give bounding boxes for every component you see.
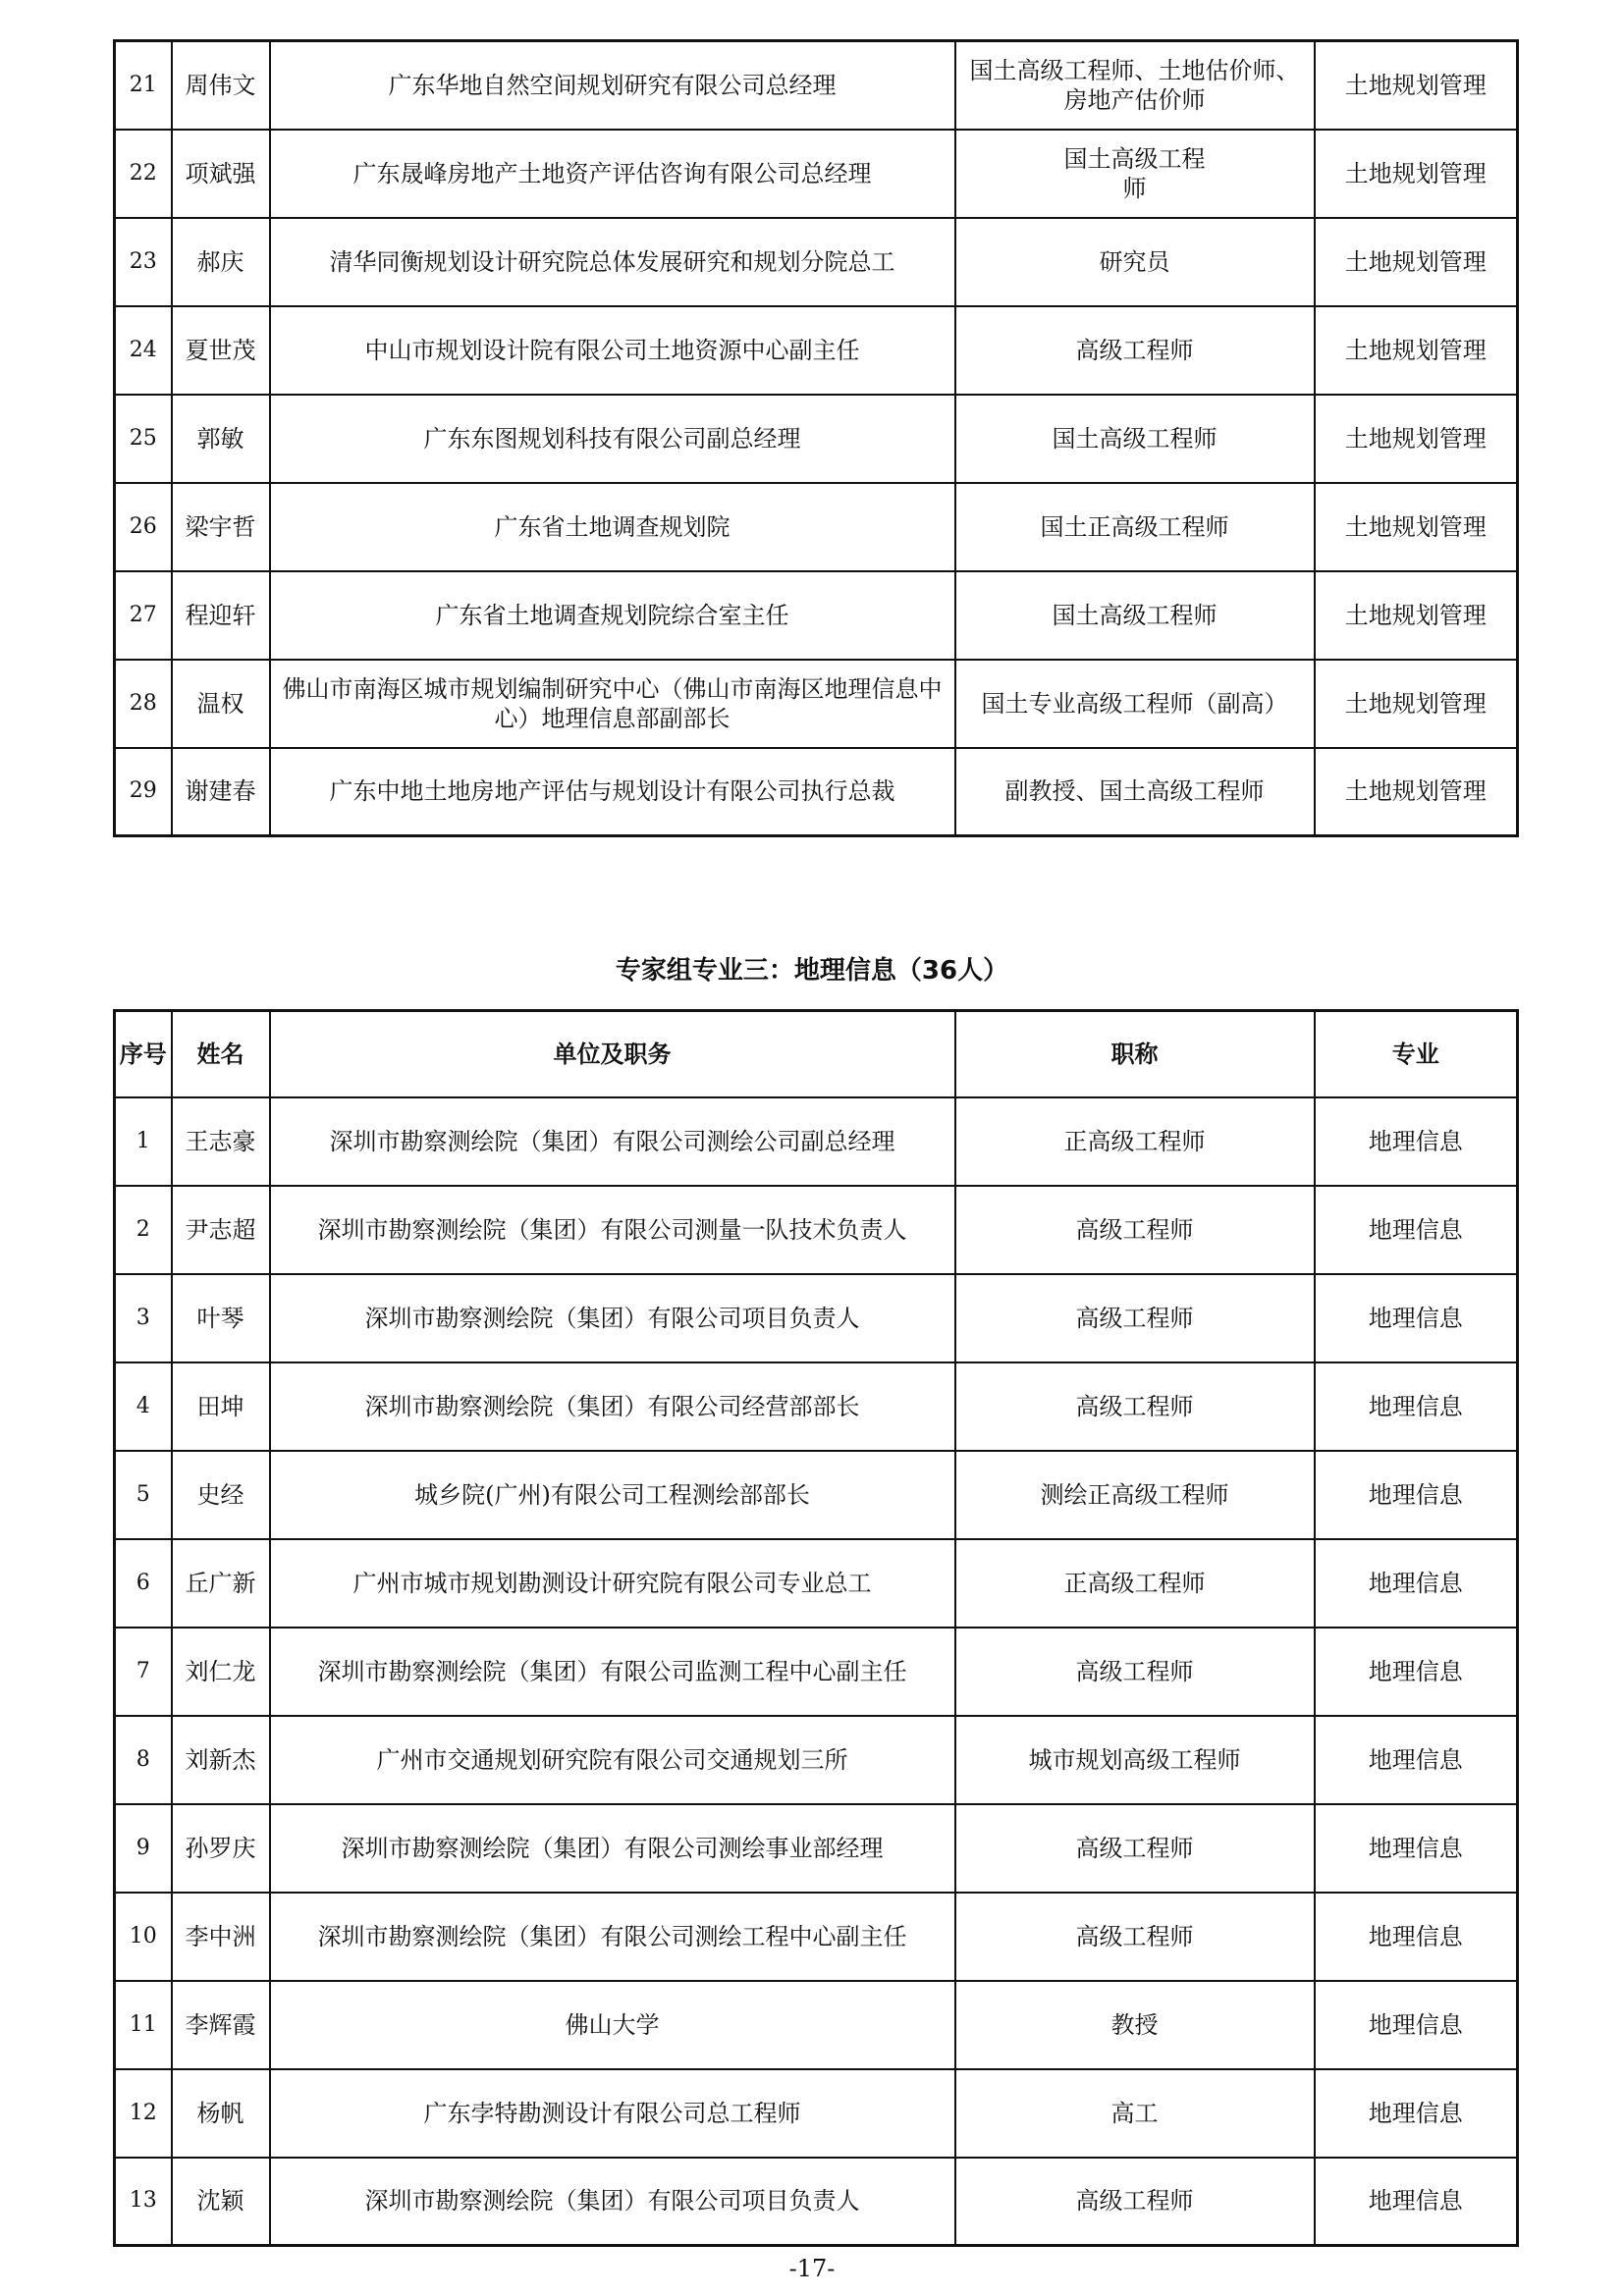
table-header-row <box>115 1011 1518 1097</box>
unit-position: 深圳市勘察测绘院（集团）有限公司经营部部长 <box>270 1362 955 1451</box>
specialty: 土地规划管理 <box>1315 218 1518 306</box>
unit-position: 佛山市南海区城市规划编制研究中心（佛山市南海区地理信息中心）地理信息部副部长 <box>270 660 955 748</box>
specialty: 地理信息 <box>1315 1097 1518 1186</box>
professional-title: 测绘正高级工程师 <box>955 1451 1315 1539</box>
professional-title: 国土正高级工程师 <box>955 483 1315 571</box>
specialty: 土地规划管理 <box>1315 130 1518 218</box>
row-number: 10 <box>115 1893 172 1981</box>
unit-position: 广东省土地调查规划院综合室主任 <box>270 571 955 660</box>
expert-name: 孙罗庆 <box>172 1804 270 1893</box>
unit-position: 广州市城市规划勘测设计研究院有限公司专业总工 <box>270 1539 955 1628</box>
expert-name: 田坤 <box>172 1362 270 1451</box>
unit-position: 清华同衡规划设计研究院总体发展研究和规划分院总工 <box>270 218 955 306</box>
table-row <box>115 306 1518 395</box>
row-number: 25 <box>115 395 172 483</box>
specialty: 地理信息 <box>1315 1628 1518 1716</box>
specialty: 地理信息 <box>1315 1716 1518 1804</box>
unit-position: 广东东图规划科技有限公司副总经理 <box>270 395 955 483</box>
expert-name: 郭敏 <box>172 395 270 483</box>
specialty: 土地规划管理 <box>1315 483 1518 571</box>
row-number: 21 <box>115 41 172 130</box>
unit-position: 深圳市勘察测绘院（集团）有限公司测绘事业部经理 <box>270 1804 955 1893</box>
row-number: 4 <box>115 1362 172 1451</box>
expert-name: 叶琴 <box>172 1274 270 1362</box>
expert-name: 李辉霞 <box>172 1981 270 2069</box>
professional-title: 正高级工程师 <box>955 1539 1315 1628</box>
row-number: 1 <box>115 1097 172 1186</box>
row-number: 28 <box>115 660 172 748</box>
expert-name: 王志豪 <box>172 1097 270 1186</box>
specialty: 地理信息 <box>1315 1362 1518 1451</box>
unit-position: 广东晟峰房地产土地资产评估咨询有限公司总经理 <box>270 130 955 218</box>
table-row <box>115 1451 1518 1539</box>
row-number: 9 <box>115 1804 172 1893</box>
table-row <box>115 395 1518 483</box>
row-number: 6 <box>115 1539 172 1628</box>
specialty: 地理信息 <box>1315 2158 1518 2246</box>
professional-title: 高级工程师 <box>955 2158 1315 2246</box>
specialty: 土地规划管理 <box>1315 660 1518 748</box>
header-number: 序号 <box>115 1011 172 1097</box>
professional-title: 教授 <box>955 1981 1315 2069</box>
expert-name: 尹志超 <box>172 1186 270 1274</box>
professional-title: 高级工程师 <box>955 1274 1315 1362</box>
table-row <box>115 1628 1518 1716</box>
expert-name: 程迎轩 <box>172 571 270 660</box>
unit-position: 深圳市勘察测绘院（集团）有限公司项目负责人 <box>270 2158 955 2246</box>
professional-title: 城市规划高级工程师 <box>955 1716 1315 1804</box>
table-row <box>115 41 1518 130</box>
expert-name: 丘广新 <box>172 1539 270 1628</box>
header-name: 姓名 <box>172 1011 270 1097</box>
section-title: 专家组专业三：地理信息（36人） <box>615 956 1009 986</box>
professional-title: 正高级工程师 <box>955 1097 1315 1186</box>
expert-name: 周伟文 <box>172 41 270 130</box>
professional-title: 国土高级工程师 <box>955 395 1315 483</box>
expert-name: 谢建春 <box>172 748 270 836</box>
specialty: 土地规划管理 <box>1315 306 1518 395</box>
expert-name: 项斌强 <box>172 130 270 218</box>
header-major: 专业 <box>1315 1011 1518 1097</box>
expert-name: 李中洲 <box>172 1893 270 1981</box>
table-row <box>115 1893 1518 1981</box>
specialty: 土地规划管理 <box>1315 748 1518 836</box>
page-number: -17- <box>788 2255 836 2282</box>
row-number: 22 <box>115 130 172 218</box>
table-row <box>115 2069 1518 2158</box>
specialty: 地理信息 <box>1315 1893 1518 1981</box>
unit-position: 广东省土地调查规划院 <box>270 483 955 571</box>
table-row <box>115 1274 1518 1362</box>
professional-title: 高级工程师 <box>955 1893 1315 1981</box>
table-row <box>115 571 1518 660</box>
specialty: 土地规划管理 <box>1315 571 1518 660</box>
row-number: 23 <box>115 218 172 306</box>
unit-position: 深圳市勘察测绘院（集团）有限公司项目负责人 <box>270 1274 955 1362</box>
specialty: 地理信息 <box>1315 1186 1518 1274</box>
expert-name: 史经 <box>172 1451 270 1539</box>
specialty: 地理信息 <box>1315 1804 1518 1893</box>
header-title: 职称 <box>955 1011 1315 1097</box>
table-row <box>115 748 1518 836</box>
unit-position: 广东华地自然空间规划研究有限公司总经理 <box>270 41 955 130</box>
expert-name: 梁宇哲 <box>172 483 270 571</box>
unit-position: 深圳市勘察测绘院（集团）有限公司监测工程中心副主任 <box>270 1628 955 1716</box>
expert-name: 夏世茂 <box>172 306 270 395</box>
expert-table-land-planning <box>113 39 1519 837</box>
row-number: 24 <box>115 306 172 395</box>
expert-name: 郝庆 <box>172 218 270 306</box>
table-row <box>115 660 1518 748</box>
expert-table-geographic-information <box>113 1009 1519 2247</box>
professional-title: 高级工程师 <box>955 1628 1315 1716</box>
professional-title: 国土高级工程师 <box>955 130 1315 218</box>
professional-title: 研究员 <box>955 218 1315 306</box>
unit-position: 城乡院(广州)有限公司工程测绘部部长 <box>270 1451 955 1539</box>
row-number: 7 <box>115 1628 172 1716</box>
table-row <box>115 1539 1518 1628</box>
table-row <box>115 1716 1518 1804</box>
specialty: 地理信息 <box>1315 1274 1518 1362</box>
specialty: 土地规划管理 <box>1315 395 1518 483</box>
unit-position: 广州市交通规划研究院有限公司交通规划三所 <box>270 1716 955 1804</box>
unit-position: 广东中地土地房地产评估与规划设计有限公司执行总裁 <box>270 748 955 836</box>
specialty: 地理信息 <box>1315 1451 1518 1539</box>
row-number: 29 <box>115 748 172 836</box>
row-number: 3 <box>115 1274 172 1362</box>
row-number: 27 <box>115 571 172 660</box>
expert-name: 刘仁龙 <box>172 1628 270 1716</box>
unit-position: 深圳市勘察测绘院（集团）有限公司测量一队技术负责人 <box>270 1186 955 1274</box>
table-row <box>115 130 1518 218</box>
specialty: 地理信息 <box>1315 1539 1518 1628</box>
professional-title: 高工 <box>955 2069 1315 2158</box>
row-number: 13 <box>115 2158 172 2246</box>
specialty: 地理信息 <box>1315 1981 1518 2069</box>
expert-name: 刘新杰 <box>172 1716 270 1804</box>
professional-title: 副教授、国土高级工程师 <box>955 748 1315 836</box>
table-row <box>115 2158 1518 2246</box>
table-row <box>115 1362 1518 1451</box>
expert-name: 沈颖 <box>172 2158 270 2246</box>
row-number: 5 <box>115 1451 172 1539</box>
unit-position: 广东孛特勘测设计有限公司总工程师 <box>270 2069 955 2158</box>
specialty: 地理信息 <box>1315 2069 1518 2158</box>
unit-position: 深圳市勘察测绘院（集团）有限公司测绘公司副总经理 <box>270 1097 955 1186</box>
expert-name: 杨帆 <box>172 2069 270 2158</box>
professional-title: 高级工程师 <box>955 306 1315 395</box>
row-number: 11 <box>115 1981 172 2069</box>
row-number: 26 <box>115 483 172 571</box>
professional-title: 高级工程师 <box>955 1186 1315 1274</box>
table-row <box>115 1804 1518 1893</box>
row-number: 8 <box>115 1716 172 1804</box>
header-unit: 单位及职务 <box>270 1011 955 1097</box>
table-row <box>115 1981 1518 2069</box>
table-row <box>115 483 1518 571</box>
unit-position: 深圳市勘察测绘院（集团）有限公司测绘工程中心副主任 <box>270 1893 955 1981</box>
professional-title: 国土高级工程师 <box>955 571 1315 660</box>
row-number: 2 <box>115 1186 172 1274</box>
professional-title: 国土专业高级工程师（副高） <box>955 660 1315 748</box>
unit-position: 佛山大学 <box>270 1981 955 2069</box>
expert-name: 温权 <box>172 660 270 748</box>
professional-title: 高级工程师 <box>955 1804 1315 1893</box>
row-number: 12 <box>115 2069 172 2158</box>
unit-position: 中山市规划设计院有限公司土地资源中心副主任 <box>270 306 955 395</box>
table-row <box>115 1186 1518 1274</box>
specialty: 土地规划管理 <box>1315 41 1518 130</box>
table-row <box>115 218 1518 306</box>
table-row <box>115 1097 1518 1186</box>
professional-title: 高级工程师 <box>955 1362 1315 1451</box>
professional-title: 国土高级工程师、土地估价师、房地产估价师 <box>955 41 1315 130</box>
